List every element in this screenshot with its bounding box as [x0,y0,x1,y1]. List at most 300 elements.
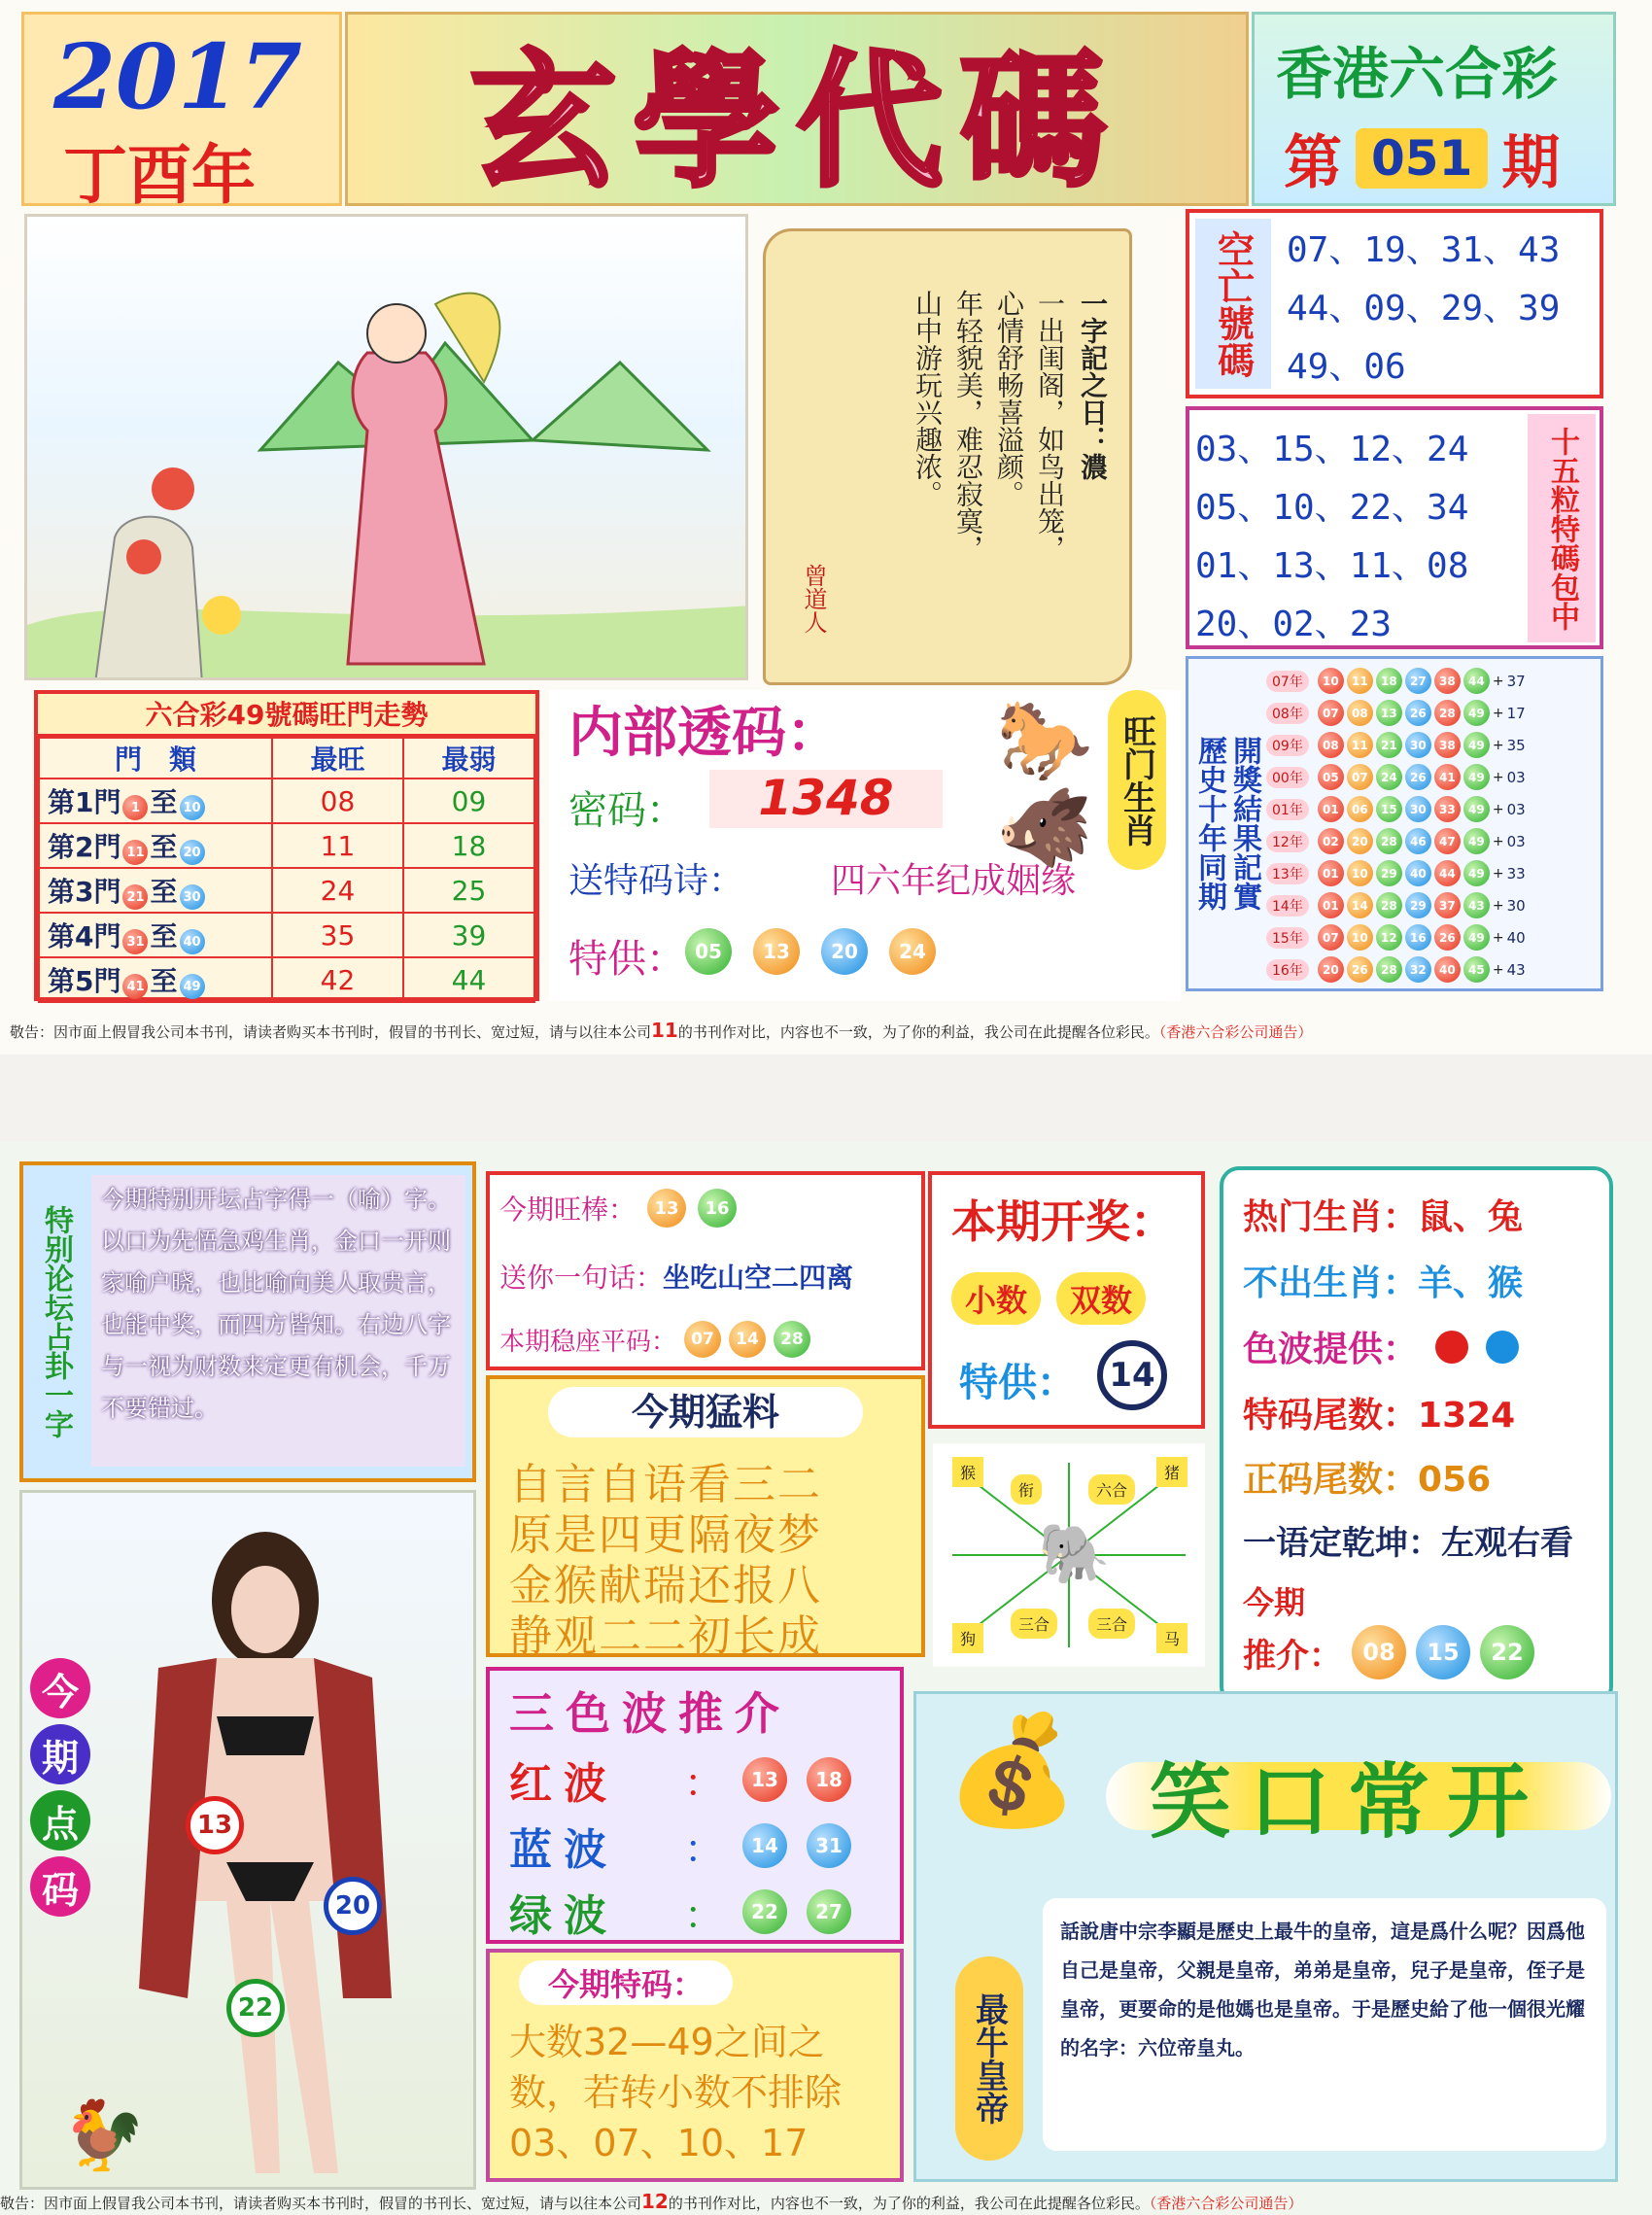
code-value: 1348 [709,770,943,828]
history-ball: 41 [1434,764,1461,790]
history-ball: 06 [1347,796,1373,822]
model-photo [19,1490,476,2190]
main-tail-row [1243,1452,1491,1502]
special-ball: 05 [685,928,732,975]
bottom-notice [0,2188,1652,2215]
pick-char: 码 [30,1856,90,1917]
no-zodiac-value: 羊、猴 [1418,1263,1524,1303]
fifteen-numbers-panel [1186,406,1603,649]
special-code-title: 今期特码： [519,1960,733,2005]
trend-hot: 24 [272,868,403,913]
no-zodiac-label: 不出生肖： [1243,1263,1419,1303]
zodiac-info-panel [1220,1166,1613,1706]
trend-row [39,957,534,1002]
history-row [1266,953,1601,986]
history-ball: 32 [1405,956,1431,983]
history-ball: 40 [1405,860,1431,886]
trend-door-label: 第2門 [48,830,121,863]
trend-door-label: 第1門 [48,785,121,818]
history-row [1266,793,1601,825]
issue-prefix: 第 [1284,129,1342,197]
lost-numbers-panel [1186,209,1603,398]
money-bag-icon: 💰 [946,1708,1079,1832]
history-special: 30 [1506,896,1526,915]
year-box [21,12,342,213]
lady-illustration [24,214,748,680]
poem-sign: 曾道人 [800,564,827,634]
tri-row [509,1747,851,1813]
poem-send-text: 四六年纪成姻缘 [831,861,1077,901]
model-ball: 13 [186,1796,244,1854]
trend-from-ball: 1 [122,795,148,820]
tri-title: 三色波推介 [509,1687,791,1740]
trend-from-ball: 11 [122,840,148,865]
hot-row [499,1189,737,1228]
fierce-line: 原是四更隔夜梦 [509,1510,822,1560]
poem-scroll [763,228,1132,685]
compass-label: 三合 [1088,1609,1135,1639]
hot-zodiac-row [1243,1190,1523,1239]
recommend-ball: 08 [1352,1625,1406,1679]
tri-rows [509,1747,851,1945]
fierce-line: 静观二二初长成 [509,1611,822,1661]
year-cn: 丁酉年 [63,138,256,213]
year-text: 2017 [53,24,303,129]
elephant-icon: 🐘 [1038,1520,1111,1588]
tri-colon: ： [684,1892,723,1938]
trend-door [39,868,272,913]
history-ball: 40 [1434,956,1461,983]
recommend-row [1243,1625,1534,1679]
history-ball: 47 [1434,828,1461,854]
notice-number: 12 [641,2190,669,2213]
history-ball: 07 [1347,764,1373,790]
history-ball: 08 [1318,732,1344,758]
fierce-title: 今期猛料 [548,1387,863,1437]
emperor-label: 最牛皇帝 [955,1956,1023,2161]
history-row [1266,697,1601,729]
lost-label: 空亡號碼 [1195,219,1271,389]
pick-char: 点 [30,1790,90,1851]
trend-to-word: 至 [150,964,178,997]
notice-number: 11 [651,1019,678,1042]
saying-row [499,1257,853,1296]
recommend-ball: 15 [1416,1625,1470,1679]
tail-label: 特码尾数： [1243,1396,1419,1436]
main-title: 玄學代碼 [469,36,1123,207]
history-ball: 01 [1318,796,1344,822]
history-ball: 01 [1318,860,1344,886]
forum-text: 今期特别开坛占字得一（喻）字。以口为先悟急鸡生肖，金口一开则家喻户晓，也比喻向美人取贵言，也能中奖，而四方皆知。右边八字与一视为财数来定更有机会，千万不要错过。 [91,1175,465,1467]
lottery-title: 本期开奖： [951,1195,1175,1248]
plus-sign: + [1492,897,1504,914]
brand-box [1252,12,1616,206]
history-ball: 49 [1463,860,1490,886]
trend-to-ball: 10 [180,795,205,820]
history-year: 12年 [1266,831,1309,852]
history-year: 08年 [1266,703,1309,724]
history-ball: 26 [1405,700,1431,726]
trend-title: 六合彩49號碼旺門走勢 [38,694,535,737]
history-ball: 26 [1347,956,1373,983]
notice-text-b: 的书刊作对比，内容也不一致，为了你的利益，我公司在此提醒各位彩民。 [668,2195,1150,2212]
history-label-b: 開獎結果記實 [1227,736,1261,911]
notice-text-a: 敬告：因市面上假冒我公司本书刊，请读者购买本书刊时，假冒的书刊长、宽过短，请与以往本公司 [0,2195,642,2212]
pick-char: 期 [30,1724,90,1784]
plus-sign: + [1492,833,1504,849]
special-code-text: 大数32—49之间之数，若转小数不排除03、07、10、17 [509,2021,843,2164]
saying-label: 送你一句话： [499,1262,664,1294]
history-ball: 38 [1434,668,1461,694]
history-ball: 26 [1405,764,1431,790]
trend-to-ball: 20 [180,840,205,865]
bottom-page [0,1142,1652,2215]
trend-door-label: 第5門 [48,964,121,997]
trend-door [39,823,272,868]
no-zodiac-row [1243,1256,1523,1305]
history-ball: 49 [1463,732,1490,758]
plus-sign: + [1492,705,1504,721]
blue-dot-icon [1486,1331,1519,1364]
trend-row [39,913,534,957]
trend-door [39,957,272,1002]
history-ball: 28 [1376,956,1402,983]
tri-colon: ： [684,1760,723,1806]
main-tail-label: 正码尾数： [1243,1460,1419,1500]
flat-ball: 14 [729,1321,766,1358]
forum-label: 特别论坛占卦一字 [39,1205,73,1438]
tri-ball: 18 [807,1757,851,1802]
history-special: 37 [1506,672,1526,690]
history-label-a: 歷史十年同期 [1192,736,1226,911]
history-ball: 14 [1347,892,1373,918]
history-special: 43 [1506,960,1526,979]
history-ball: 30 [1405,732,1431,758]
flat-ball: 07 [684,1321,721,1358]
history-special: 03 [1506,800,1526,818]
model-ball: 20 [324,1877,382,1935]
issue-box [1284,117,1560,200]
trend-from-ball: 41 [122,974,148,999]
trend-hot: 08 [272,779,403,823]
plus-sign: + [1492,769,1504,785]
history-ball: 27 [1405,668,1431,694]
history-ball: 10 [1347,924,1373,951]
history-row [1266,921,1601,953]
poem-line-4: 山中游玩兴趣浓。 [912,290,944,507]
top-notice [10,1016,1642,1045]
hot-ball: 16 [698,1189,737,1228]
history-special: 33 [1506,864,1526,883]
history-panel [1186,656,1603,991]
trend-from-ball: 31 [122,929,148,954]
history-ball: 44 [1434,860,1461,886]
history-ball: 10 [1347,860,1373,886]
trend-cold: 44 [403,957,534,1002]
fifteen-label: 十五粒特碼包中 [1528,414,1596,642]
trend-row [39,779,534,823]
history-ball: 29 [1376,860,1402,886]
hot-ball: 13 [647,1189,686,1228]
history-ball: 18 [1376,668,1402,694]
special-code-panel [486,1949,904,2182]
trend-to-ball: 30 [180,884,205,910]
rooster-icon: 🐓 [61,2095,147,2175]
issue-suffix: 期 [1501,129,1561,197]
trend-row [39,823,534,868]
special-label: 特供： [568,937,685,982]
history-ball: 12 [1376,924,1402,951]
color-label: 色波提供： [1243,1330,1419,1369]
history-ball: 43 [1463,892,1490,918]
tail-value: 1324 [1418,1396,1516,1436]
main-tail-value: 056 [1418,1460,1492,1500]
history-ball: 38 [1434,732,1461,758]
model-ball: 22 [226,1979,285,2037]
history-ball: 44 [1463,668,1490,694]
history-ball: 11 [1347,732,1373,758]
history-year: 16年 [1266,959,1309,981]
recommend-label-b: 推介： [1243,1636,1342,1676]
trend-door [39,779,272,823]
compass-label: 猪 [1156,1457,1187,1487]
history-ball: 46 [1405,828,1431,854]
brand-text: 香港六合彩 [1276,41,1559,107]
plus-sign: + [1492,929,1504,946]
model-silhouette [22,1493,479,2193]
plus-sign: + [1492,961,1504,978]
trend-header-hot: 最旺 [272,738,403,779]
history-year: 00年 [1266,767,1309,788]
compass-label: 狗 [952,1623,983,1653]
poem-line-2: 心情舒畅喜溢颜。 [993,290,1025,507]
history-year: 09年 [1266,735,1309,756]
fierce-line: 自言自语看三二 [509,1460,822,1509]
history-ball: 07 [1318,700,1344,726]
fierce-panel [486,1375,925,1661]
notice-text-c: （香港六合彩公司通告） [1158,1023,1313,1041]
lottery-special-label: 特供： [959,1361,1076,1405]
history-ball: 45 [1463,956,1490,983]
title-banner [345,12,1249,206]
fifteen-line-4: 20、02、23 [1195,605,1393,644]
fifteen-line-3: 01、13、11、08 [1195,546,1469,586]
recommend-ball: 22 [1480,1625,1534,1679]
special-ball: 24 [889,928,936,975]
notice-text-b: 的书刊作对比，内容也不一致，为了你的利益，我公司在此提醒各位彩民。 [677,1023,1159,1041]
history-ball: 28 [1376,892,1402,918]
hot-label: 今期旺棒： [499,1194,637,1226]
history-rows [1266,665,1601,986]
tri-ball: 22 [742,1889,787,1934]
flat-label: 本期稳座平码： [499,1327,677,1357]
history-ball: 49 [1463,700,1490,726]
plus-sign: + [1492,673,1504,689]
trend-to-word: 至 [150,785,178,818]
history-row [1266,889,1601,921]
trend-to-ball: 40 [180,929,205,954]
history-ball: 10 [1318,668,1344,694]
history-ball: 01 [1318,892,1344,918]
trend-from-ball: 21 [122,884,148,910]
lost-line-2: 44、09、29、39 [1287,289,1561,329]
history-ball: 05 [1318,764,1344,790]
special-balls [685,928,936,975]
internal-code-panel [549,690,1181,1001]
hot-zodiac-label: 热门生肖： [1243,1197,1419,1237]
red-dot-icon [1435,1331,1468,1364]
forum-panel [19,1161,476,1482]
fifteen-line-1: 03、15、12、24 [1195,430,1469,469]
history-year: 07年 [1266,671,1309,692]
history-ball: 49 [1463,796,1490,822]
joke-title: 笑口常开 [1150,1754,1547,1850]
trend-to-word: 至 [150,919,178,952]
history-special: 40 [1506,928,1526,947]
tri-colon: ： [684,1826,723,1872]
lottery-tag: 小数 [951,1272,1041,1325]
history-row [1266,857,1601,889]
history-ball: 24 [1376,764,1402,790]
flat-row [499,1321,810,1358]
fifteen-line-2: 05、10、22、34 [1195,488,1469,528]
history-row [1266,665,1601,697]
trend-to-ball: 49 [180,974,205,999]
history-ball: 49 [1463,828,1490,854]
history-ball: 33 [1434,796,1461,822]
history-row [1266,729,1601,761]
poem-line-3: 年轻貌美，难忍寂寞， [952,290,984,562]
compass-panel [933,1443,1205,1667]
compass-label: 马 [1156,1623,1187,1653]
trend-door-label: 第3門 [48,875,121,908]
poem-send-label: 送特码诗： [568,861,744,901]
special-ball: 20 [821,928,868,975]
saying-text: 坐吃山空二四离 [663,1262,854,1294]
lottery-panel [928,1171,1205,1429]
one-word-value: 左观右看 [1441,1524,1573,1563]
trend-cold: 39 [403,913,534,957]
code-label: 密码： [568,788,685,833]
compass-label: 猴 [952,1457,983,1487]
special-ball: 13 [753,928,800,975]
plus-sign: + [1492,865,1504,882]
tail-row [1243,1388,1515,1437]
history-ball: 08 [1347,700,1373,726]
trend-header-cold: 最弱 [403,738,534,779]
history-ball: 21 [1376,732,1402,758]
history-ball: 02 [1318,828,1344,854]
pick-char: 今 [30,1658,90,1718]
compass-label: 三合 [1011,1609,1057,1639]
trend-cold: 18 [403,823,534,868]
joke-text: 話說唐中宗李顯是歷史上最牛的皇帝，這是爲什么呢？因爲他自己是皇帝，父親是皇帝，弟弟是皇帝，兒子是皇帝，侄子是皇帝，更要命的是他媽也是皇帝。于是歷史給了他一個很光耀的名字：六位帝皇丸。 [1043,1898,1606,2151]
one-word-label: 一语定乾坤： [1243,1524,1441,1563]
history-ball: 13 [1376,700,1402,726]
tri-label: 红波 [509,1759,618,1809]
trend-hot: 11 [272,823,403,868]
trend-door-label: 第4門 [48,919,121,952]
fierce-line: 金猴献瑞还报八 [509,1561,822,1610]
history-ball: 30 [1405,796,1431,822]
history-ball: 28 [1376,828,1402,854]
trend-cold: 09 [403,779,534,823]
boar-icon: 🐗 [996,782,1093,873]
trend-door [39,913,272,957]
history-year: 01年 [1266,799,1309,820]
history-ball: 28 [1434,700,1461,726]
history-year: 14年 [1266,895,1309,917]
trend-header-type: 門 類 [39,738,272,779]
history-row [1266,825,1601,857]
compass-label: 衔 [1011,1474,1042,1505]
one-word-row [1243,1516,1573,1564]
hot-zodiac-value: 鼠、兔 [1418,1197,1524,1237]
history-special: 17 [1506,704,1526,722]
color-row [1243,1322,1519,1371]
trend-row [39,868,534,913]
lottery-special-ball: 14 [1097,1340,1167,1410]
history-ball: 49 [1463,924,1490,951]
history-special: 03 [1506,768,1526,786]
history-year: 15年 [1266,927,1309,949]
history-ball: 11 [1347,668,1373,694]
trend-to-word: 至 [150,875,178,908]
trend-table-panel [34,690,539,1001]
horse-icon: 🐎 [996,695,1093,785]
lottery-tags [951,1272,1146,1325]
plus-sign: + [1492,737,1504,753]
trend-header-row [39,738,534,779]
zodiac-label: 旺门生肖 [1108,690,1166,870]
history-ball: 20 [1347,828,1373,854]
lost-line-1: 07、19、31、43 [1287,230,1561,270]
tri-label: 蓝波 [509,1825,618,1875]
tri-ball: 27 [807,1889,851,1934]
notice-text-a: 敬告：因市面上假冒我公司本书刊，请读者购买本书刊时，假冒的书刊长、宽过短，请与以往本公司 [10,1023,652,1041]
lost-line-3: 49、06 [1287,347,1406,387]
history-row [1266,761,1601,793]
history-ball: 20 [1318,956,1344,983]
tri-row [509,1879,851,1945]
flat-ball: 28 [774,1321,810,1358]
tri-ball: 31 [807,1823,851,1868]
history-ball: 15 [1376,796,1402,822]
compass-label: 六合 [1088,1474,1135,1505]
pick-column [30,1658,90,1917]
history-ball: 26 [1434,924,1461,951]
landscape-drawing [27,217,748,680]
trend-table [38,737,535,1003]
tri-color-panel [486,1667,904,1944]
notice-text-c: （香港六合彩公司通告） [1149,2195,1303,2212]
history-special: 35 [1506,736,1526,754]
trend-to-word: 至 [150,830,178,863]
history-year: 13年 [1266,863,1309,884]
trend-hot: 35 [272,913,403,957]
history-ball: 49 [1463,764,1490,790]
joke-panel [913,1691,1618,2182]
history-ball: 07 [1318,924,1344,951]
tri-label: 绿波 [509,1891,618,1941]
top-page [0,0,1652,1055]
history-special: 03 [1506,832,1526,850]
trend-cold: 25 [403,868,534,913]
history-ball: 16 [1405,924,1431,951]
history-ball: 29 [1405,892,1431,918]
tri-row [509,1813,851,1879]
issue-number: 051 [1356,128,1488,189]
